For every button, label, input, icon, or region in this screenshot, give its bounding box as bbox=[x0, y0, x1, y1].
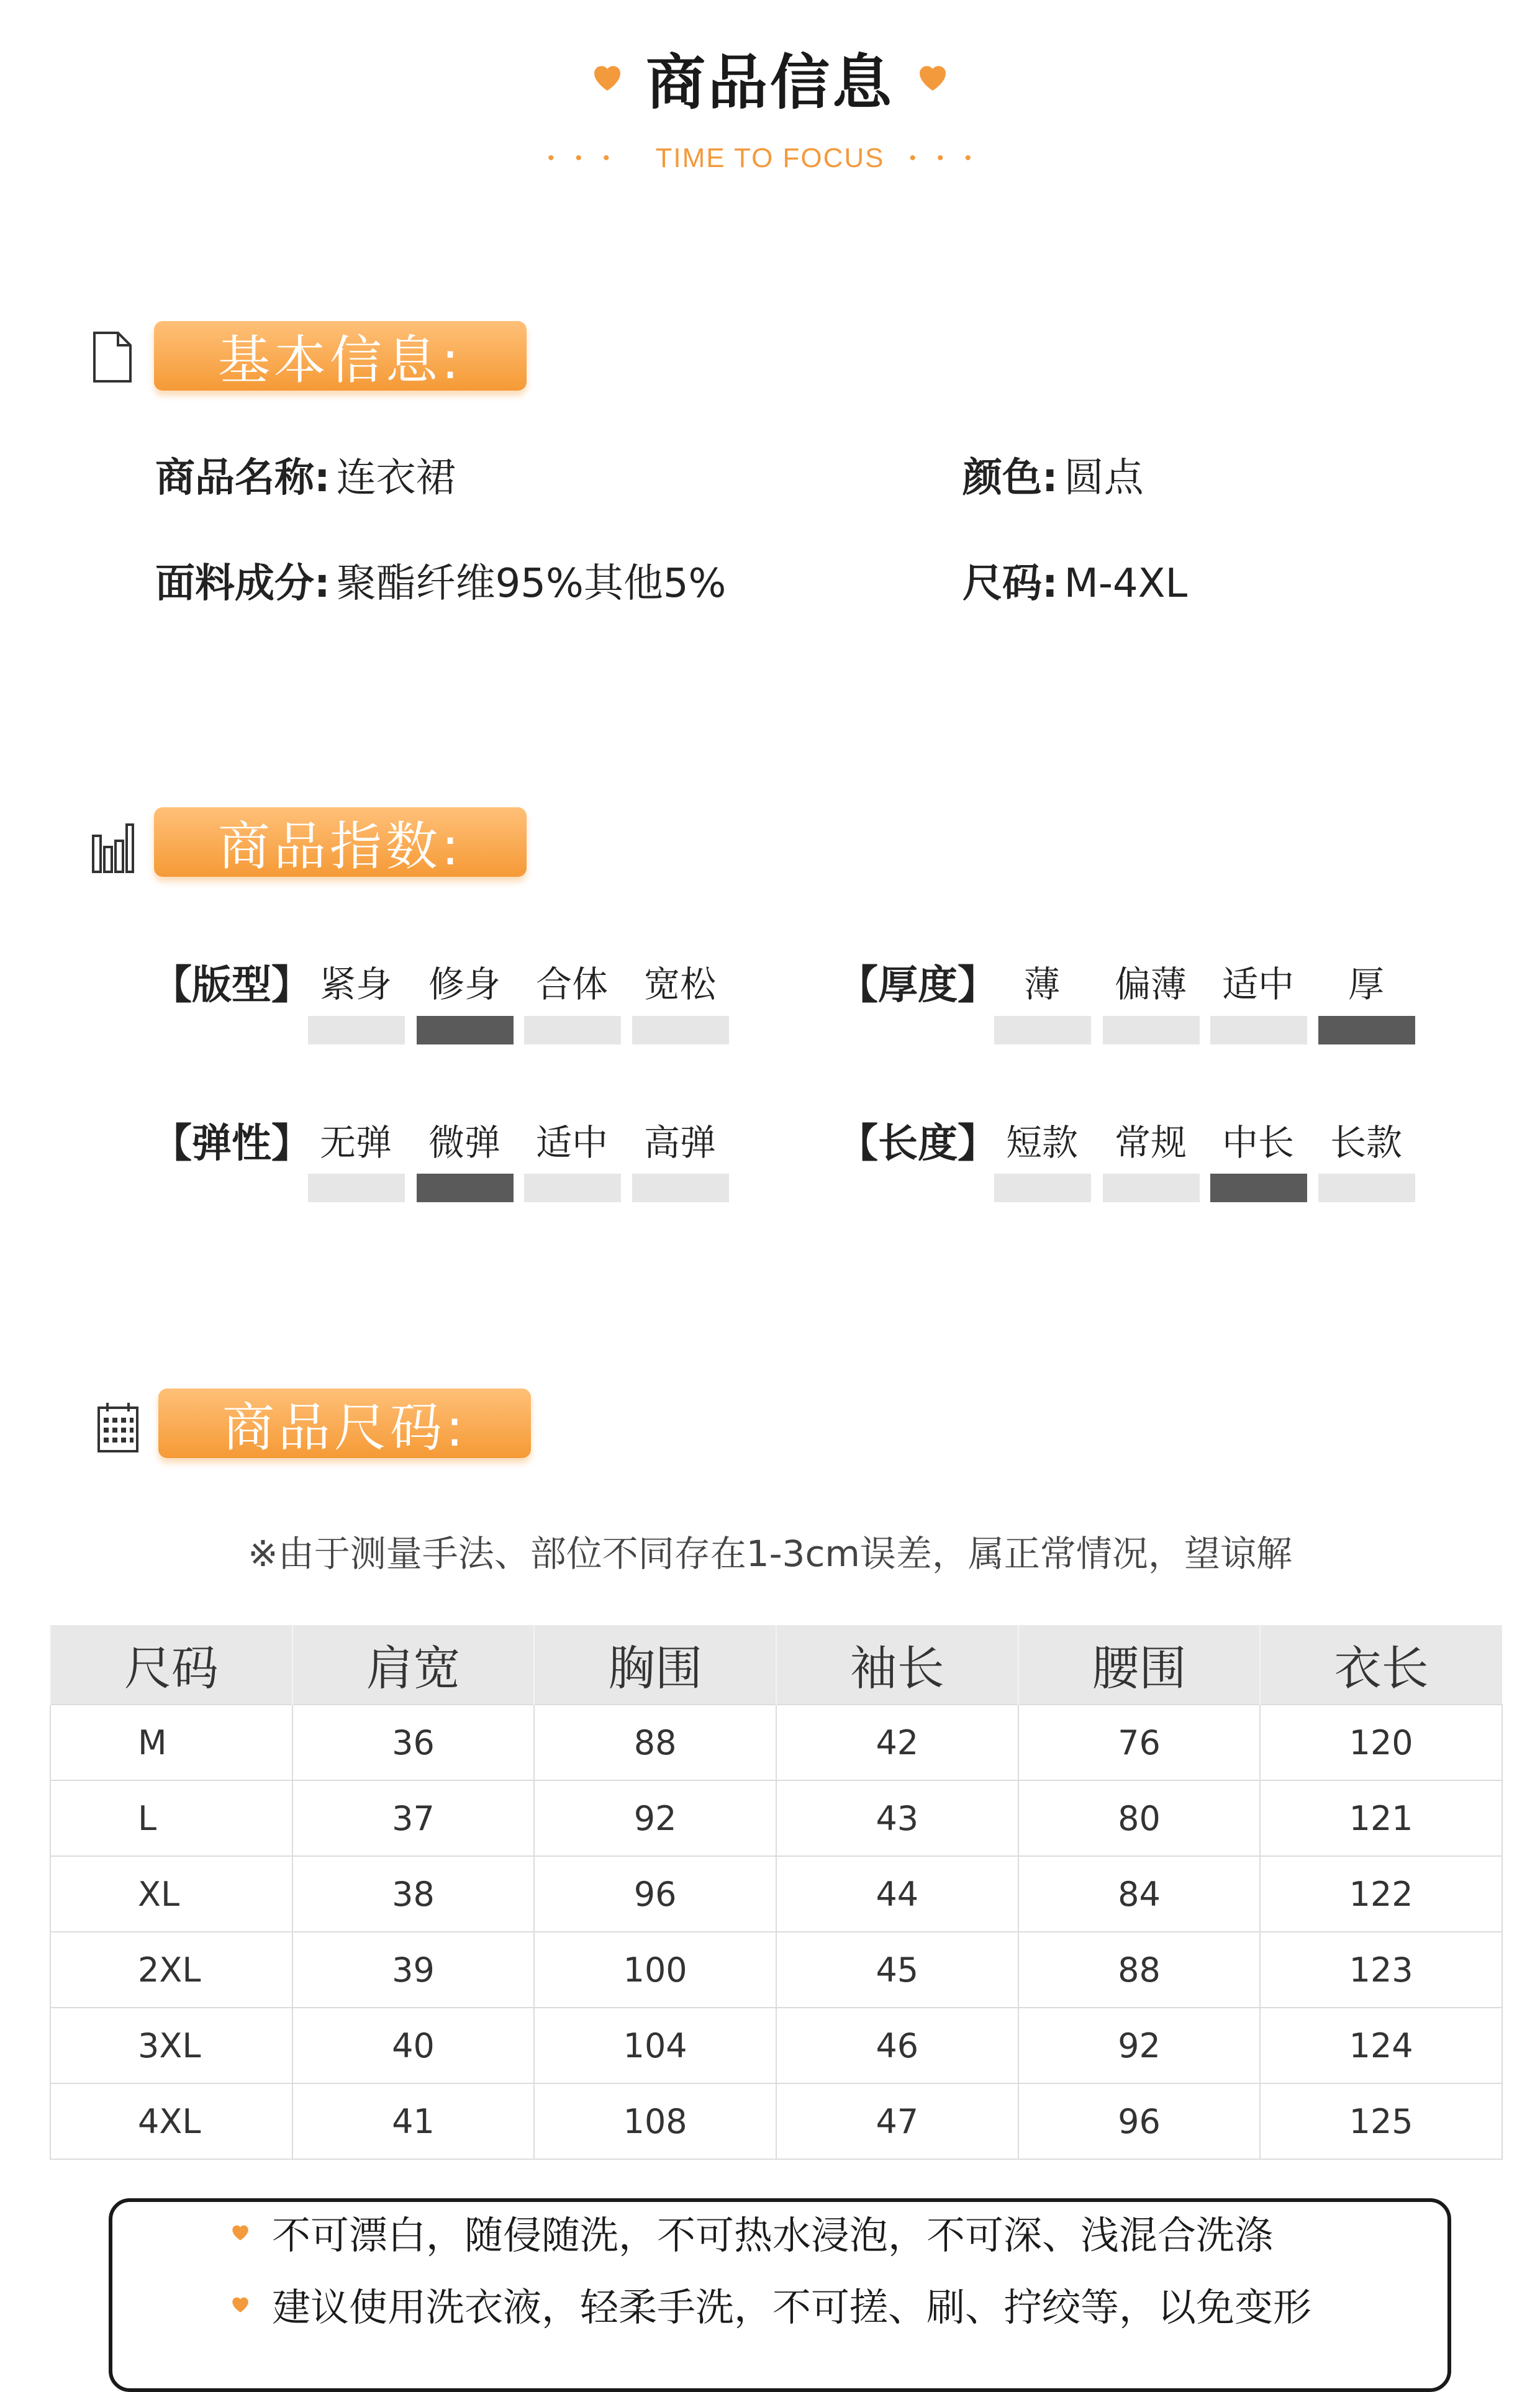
table-cell: 96 bbox=[534, 1856, 776, 1932]
info-value: 聚酯纤维95%其他5% bbox=[336, 561, 727, 607]
index-option: 偏薄 bbox=[1114, 963, 1187, 1005]
care-item bbox=[230, 2204, 1273, 2260]
table-cell: 125 bbox=[1260, 2083, 1502, 2159]
index-level-bar bbox=[1210, 1016, 1307, 1044]
index-level-bar bbox=[524, 1016, 621, 1044]
table-cell: 88 bbox=[1018, 1932, 1261, 2008]
index-option: 无弹 bbox=[319, 1121, 392, 1164]
table-cell: 76 bbox=[1018, 1705, 1261, 1780]
index-option: 中长 bbox=[1221, 1121, 1294, 1164]
index-level-bar bbox=[994, 1174, 1091, 1202]
index-title-length: 【长度】 bbox=[838, 1121, 997, 1167]
table-header-cell: 胸围 bbox=[534, 1625, 776, 1705]
table-cell: 104 bbox=[534, 2008, 776, 2083]
index-option: 紧身 bbox=[319, 963, 392, 1005]
table-cell: 100 bbox=[534, 1932, 776, 2008]
heart-icon bbox=[230, 2294, 251, 2315]
info-value: 圆点 bbox=[1064, 455, 1144, 501]
measurement-note: ※由于测量手法、部位不同存在1-3cm误差，属正常情况，望谅解 bbox=[248, 1533, 1292, 1575]
index-option: 常规 bbox=[1114, 1121, 1187, 1164]
section-badge-index: 商品指数: bbox=[154, 807, 527, 877]
table-cell: 121 bbox=[1260, 1780, 1502, 1856]
table-row bbox=[50, 1932, 1502, 2008]
page-subtitle bbox=[0, 140, 1540, 177]
table-cell: M bbox=[50, 1705, 292, 1780]
info-row-fabric bbox=[155, 551, 726, 609]
index-level-bar-selected bbox=[1318, 1016, 1415, 1044]
index-level-bar bbox=[1103, 1174, 1200, 1202]
info-label: 颜色: bbox=[962, 455, 1058, 501]
section-badge-basic-info: 基本信息: bbox=[154, 321, 527, 391]
table-row bbox=[50, 1856, 1502, 1932]
bar-chart-icon bbox=[91, 820, 134, 876]
table-cell: 96 bbox=[1018, 2083, 1261, 2159]
table-cell: 36 bbox=[292, 1705, 535, 1780]
index-option: 长款 bbox=[1329, 1121, 1402, 1164]
dots-decoration: ••• bbox=[909, 148, 993, 168]
table-cell: 122 bbox=[1260, 1856, 1502, 1932]
index-level-bar-selected bbox=[1210, 1174, 1307, 1202]
heart-icon bbox=[915, 60, 950, 95]
index-level-bar bbox=[632, 1174, 729, 1202]
table-cell: 45 bbox=[776, 1932, 1018, 2008]
table-row bbox=[50, 1780, 1502, 1856]
table-cell: 124 bbox=[1260, 2008, 1502, 2083]
index-option: 薄 bbox=[1023, 963, 1060, 1005]
heart-icon bbox=[590, 60, 625, 95]
table-cell: 46 bbox=[776, 2008, 1018, 2083]
table-cell: 3XL bbox=[50, 2008, 292, 2083]
index-option: 厚 bbox=[1348, 963, 1384, 1005]
table-header-cell: 衣长 bbox=[1260, 1625, 1502, 1705]
table-cell: 38 bbox=[292, 1856, 535, 1932]
table-cell: L bbox=[50, 1780, 292, 1856]
index-level-bar bbox=[524, 1174, 621, 1202]
table-row bbox=[50, 2008, 1502, 2083]
table-cell: 88 bbox=[534, 1705, 776, 1780]
table-cell: 44 bbox=[776, 1856, 1018, 1932]
info-value: M-4XL bbox=[1064, 561, 1188, 607]
table-cell: 84 bbox=[1018, 1856, 1261, 1932]
table-row bbox=[50, 2083, 1502, 2159]
index-level-bar-selected bbox=[417, 1016, 514, 1044]
index-option: 修身 bbox=[428, 963, 500, 1005]
table-cell: 4XL bbox=[50, 2083, 292, 2159]
table-cell: 123 bbox=[1260, 1932, 1502, 2008]
index-title-thickness: 【厚度】 bbox=[838, 963, 997, 1008]
size-table bbox=[50, 1625, 1503, 2160]
table-cell: 41 bbox=[292, 2083, 535, 2159]
index-option: 高弹 bbox=[643, 1121, 716, 1164]
care-item-text: 建议使用洗衣液，轻柔手洗，不可搓、刷、拧绞等，以免变形 bbox=[272, 2285, 1312, 2330]
index-title-elasticity: 【弹性】 bbox=[152, 1121, 311, 1167]
index-level-bar bbox=[632, 1016, 729, 1044]
info-label: 商品名称: bbox=[155, 455, 330, 501]
index-option: 合体 bbox=[535, 963, 608, 1005]
info-value: 连衣裙 bbox=[336, 455, 456, 501]
table-cell: 39 bbox=[292, 1932, 535, 2008]
table-header-cell: 尺码 bbox=[50, 1625, 292, 1705]
table-cell: 47 bbox=[776, 2083, 1018, 2159]
table-cell: 37 bbox=[292, 1780, 535, 1856]
table-cell: 92 bbox=[1018, 2008, 1261, 2083]
index-level-bar-selected bbox=[417, 1174, 514, 1202]
index-level-bar bbox=[994, 1016, 1091, 1044]
table-cell: 2XL bbox=[50, 1932, 292, 2008]
table-row bbox=[50, 1705, 1502, 1780]
table-header-row bbox=[50, 1625, 1502, 1705]
info-label: 面料成分: bbox=[155, 561, 330, 607]
index-level-bar bbox=[308, 1016, 405, 1044]
index-level-bar bbox=[1318, 1174, 1415, 1202]
index-level-bar bbox=[1103, 1016, 1200, 1044]
heart-icon bbox=[230, 2222, 251, 2243]
care-item-text: 不可漂白，随侵随洗，不可热水浸泡，不可深、浅混合洗涤 bbox=[272, 2213, 1274, 2258]
index-option: 适中 bbox=[535, 1121, 608, 1164]
index-level-bar bbox=[308, 1174, 405, 1202]
table-cell: 43 bbox=[776, 1780, 1018, 1856]
index-option: 短款 bbox=[1005, 1121, 1078, 1164]
table-cell: 40 bbox=[292, 2008, 535, 2083]
index-option: 微弹 bbox=[428, 1121, 500, 1164]
table-cell: 120 bbox=[1260, 1705, 1502, 1780]
info-row-color bbox=[962, 446, 1144, 503]
subtitle-text: TIME TO FOCUS bbox=[655, 143, 885, 173]
index-option: 适中 bbox=[1221, 963, 1294, 1005]
dots-decoration: ••• bbox=[547, 148, 631, 168]
table-header-cell: 腰围 bbox=[1018, 1625, 1261, 1705]
info-row-size bbox=[962, 551, 1187, 609]
page-title bbox=[0, 37, 1540, 118]
care-item bbox=[230, 2276, 1311, 2332]
calendar-grid-icon bbox=[96, 1400, 140, 1456]
page-title-text: 商品信息 bbox=[646, 47, 894, 117]
table-cell: 92 bbox=[534, 1780, 776, 1856]
info-label: 尺码: bbox=[962, 561, 1058, 607]
index-option: 宽松 bbox=[643, 963, 716, 1005]
index-title-fit: 【版型】 bbox=[152, 963, 311, 1008]
info-row-name bbox=[155, 446, 456, 503]
table-cell: XL bbox=[50, 1856, 292, 1932]
section-badge-size: 商品尺码: bbox=[158, 1389, 531, 1458]
table-header-cell: 肩宽 bbox=[292, 1625, 535, 1705]
table-cell: 108 bbox=[534, 2083, 776, 2159]
table-cell: 42 bbox=[776, 1705, 1018, 1780]
table-header-cell: 袖长 bbox=[776, 1625, 1018, 1705]
table-cell: 80 bbox=[1018, 1780, 1261, 1856]
document-icon bbox=[91, 329, 134, 385]
